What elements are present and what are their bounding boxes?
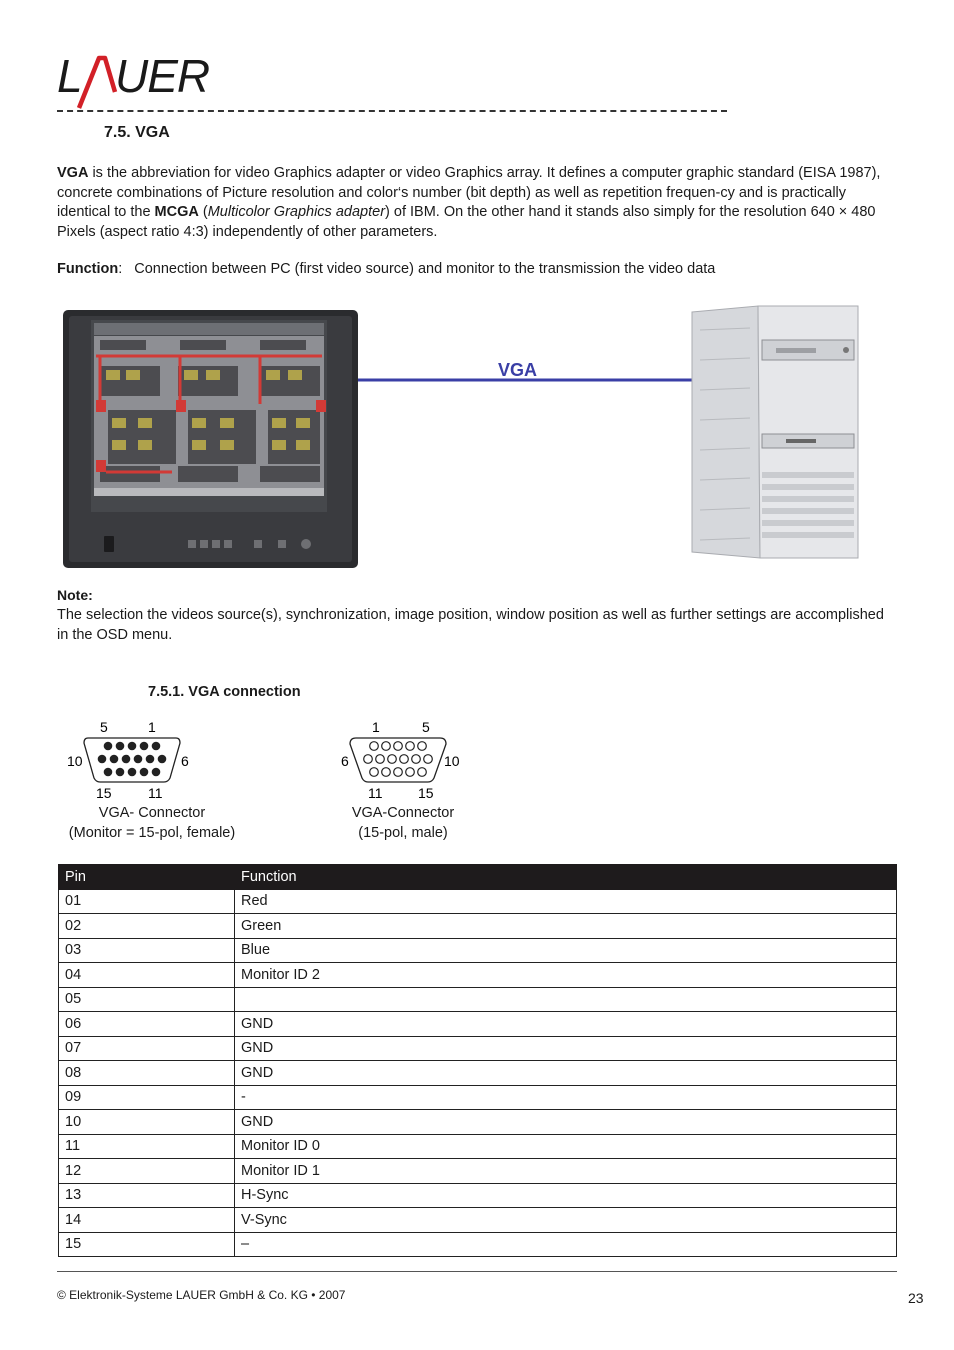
table-row (59, 1061, 897, 1086)
pin-function-cell: Blue (235, 938, 897, 963)
table-row (59, 889, 897, 914)
pin-function-cell (235, 987, 897, 1012)
female-caption-line1: VGA- Connector (98, 805, 206, 821)
table-row (59, 1208, 897, 1233)
pc-tower-illustration (692, 306, 858, 558)
female-caption-line2: (Monitor = 15-pol, female) (68, 824, 236, 841)
male-caption-line1: VGA-Connector (351, 805, 455, 821)
footer-copyright: © Elektronik-Systeme LAUER GmbH & Co. KG • 2007 (57, 1288, 346, 1302)
function-colon: : (118, 261, 123, 277)
pin-number-cell: 03 (59, 938, 235, 963)
female-pin-label-br: 11 (148, 785, 163, 801)
pin-function-cell: GND (235, 1110, 897, 1135)
panel-monitor-illustration (63, 310, 358, 568)
female-pin-label-mr: 6 (181, 753, 189, 769)
table-row (59, 987, 897, 1012)
intro-text-2: ( (198, 204, 208, 220)
pin-number-cell: 02 (59, 914, 235, 939)
table-row (59, 938, 897, 963)
pin-number-cell: 13 (59, 1183, 235, 1208)
vga-link-label: VGA (498, 360, 538, 380)
male-pin-label-ml: 6 (341, 753, 349, 769)
pin-function-cell: Monitor ID 2 (235, 963, 897, 988)
male-caption-line2: (15-pol, male) (358, 824, 448, 841)
male-pin-label-bl: 11 (368, 785, 383, 801)
header-dashed-rule (57, 110, 727, 112)
pin-number-cell: 11 (59, 1134, 235, 1159)
pin-function-cell: Monitor ID 0 (235, 1134, 897, 1159)
footer-rule (57, 1271, 897, 1272)
pin-function-cell: – (235, 1232, 897, 1257)
female-pin-label-tr: 1 (148, 719, 156, 735)
male-pin-label-tr: 5 (422, 719, 430, 735)
vga-term: VGA (57, 165, 89, 181)
pin-function-cell: GND (235, 1012, 897, 1037)
function-label: Function (57, 261, 119, 277)
pin-number-cell: 08 (59, 1061, 235, 1086)
note-heading: Note: (57, 587, 93, 603)
function-column-header: Function (235, 865, 897, 890)
table-row (59, 1232, 897, 1257)
page-number: 23 (908, 1290, 924, 1306)
pin-function-cell: Green (235, 914, 897, 939)
pin-number-cell: 01 (59, 889, 235, 914)
pin-function-cell: Monitor ID 1 (235, 1159, 897, 1184)
male-pin-label-mr: 10 (444, 753, 460, 769)
pin-number-cell: 04 (59, 963, 235, 988)
pin-number-cell: 09 (59, 1085, 235, 1110)
vga-female-connector (64, 716, 204, 804)
female-pin-label-ml: 10 (67, 753, 83, 769)
pin-function-cell: V-Sync (235, 1208, 897, 1233)
pin-number-cell: 06 (59, 1012, 235, 1037)
female-pin-label-tl: 5 (100, 719, 108, 735)
male-connector-caption (330, 804, 476, 843)
table-row (59, 963, 897, 988)
mcga-term: MCGA (154, 204, 199, 220)
intro-text-3: ) of IBM. On the other hand it stands also simply for the resolution 640 × 480 Pixels (aspect ratio 4:3) independently of other parameters. (57, 204, 876, 240)
pin-number-cell: 15 (59, 1232, 235, 1257)
function-line (57, 260, 897, 280)
table-row (59, 1110, 897, 1135)
pin-function-cell: Red (235, 889, 897, 914)
pin-number-cell: 12 (59, 1159, 235, 1184)
female-pin-label-bl: 15 (96, 785, 112, 801)
pin-number-cell: 14 (59, 1208, 235, 1233)
pin-table-header-row (59, 865, 897, 890)
section-title: 7.5. VGA (104, 124, 170, 141)
table-row (59, 1085, 897, 1110)
pin-number-cell: 07 (59, 1036, 235, 1061)
pin-number-cell: 05 (59, 987, 235, 1012)
vga-male-connector (338, 716, 468, 804)
lauer-logo (57, 50, 242, 112)
vga-pin-table (58, 864, 897, 1257)
table-row (59, 1183, 897, 1208)
female-connector-caption (57, 804, 247, 843)
pin-table-body (59, 889, 897, 1257)
pin-column-header: Pin (59, 865, 235, 890)
pin-number-cell: 10 (59, 1110, 235, 1135)
svg-text:L: L (57, 50, 82, 102)
pin-function-cell: H-Sync (235, 1183, 897, 1208)
intro-text-1: is the abbreviation for video Graphics adapter or video Graphics array. It defines a computer graphic standard (EISA 1987), concrete combinations of Picture resolution and color‘s number (bit depth) as well as repetition frequen-cy and is practically identical to the (57, 165, 881, 220)
intro-paragraph (57, 164, 897, 242)
svg-text:UER: UER (115, 50, 210, 102)
pin-function-cell: - (235, 1085, 897, 1110)
note-text: The selection the videos source(s), synchronization, image position, window position as well as further settings are accomplished in the OSD menu. (57, 607, 884, 643)
table-row (59, 1012, 897, 1037)
table-row (59, 1036, 897, 1061)
table-row (59, 1134, 897, 1159)
mcga-full-name: Multicolor Graphics adapter (207, 204, 386, 220)
vga-diagram (60, 300, 870, 572)
male-pin-label-br: 15 (418, 785, 434, 801)
pin-function-cell: GND (235, 1061, 897, 1086)
table-row (59, 914, 897, 939)
function-text: Connection between PC (first video source) and monitor to the transmission the video data (134, 261, 716, 277)
table-row (59, 1159, 897, 1184)
pin-function-cell: GND (235, 1036, 897, 1061)
subsection-title: 7.5.1. VGA connection (148, 684, 301, 700)
male-pin-label-tl: 1 (372, 719, 380, 735)
